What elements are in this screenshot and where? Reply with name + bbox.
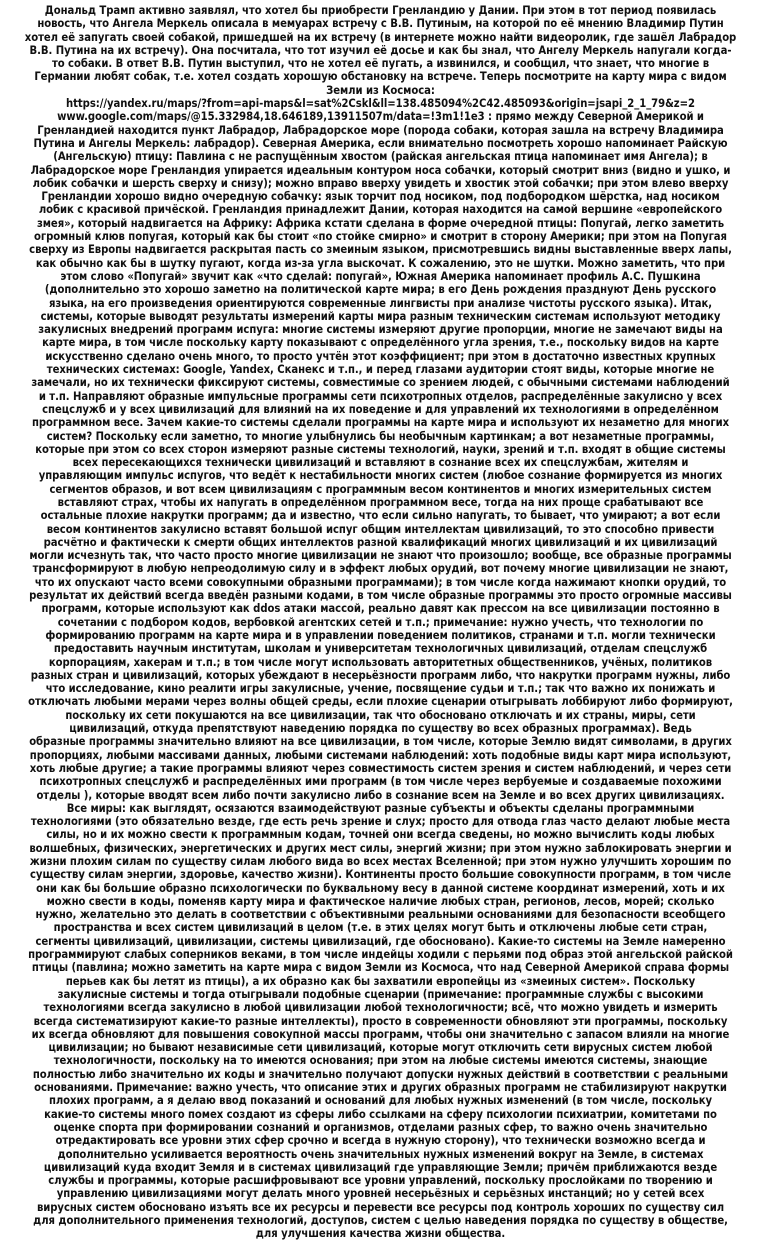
text-line: лобик собачки и шерсть сверху и снизу); можно вправо вверху увидеть и хвостик этой собачки; при этом влево вверху	[32, 176, 729, 190]
text-line: программ, которые используют как ddos атаки массой, реально давят как прессом на все цивилизации постоянно в	[41, 602, 720, 616]
text-line: разных стран и цивилизаций, которых убеждают в несерьёзности программ либо, что накрутки программ нужны, либо	[30, 668, 731, 682]
text-line: спецслужб и у всех цивилизаций для влияний на их поведение и для управлений их технологиями в определённом	[42, 402, 719, 416]
text-line: Все миры: как выглядят, осязаются взаимодействуют разные субъекты и объекты сделаны программными	[66, 801, 695, 815]
text-line: управляющим импульс испугов, что ведёт к нестабильности многих систем (любое сознание формируется из многих	[38, 469, 723, 483]
text-line: то собаки. В ответ В.В. Путин выступил, что не хотел её пугать, а извинился, и сообщил, что знает, что многие в	[51, 57, 710, 71]
text-line: полностью либо значительно их коды и значительно получают допуски нужных действий в соответствии с реальными	[32, 1067, 729, 1081]
text-line: психотропных спецслужб и распределённых ими программ (в том числе через вербуемые и создаваемые похожими	[39, 775, 722, 789]
text-line: закулисные системы и тогда отыгрывали подобные сценарии (примечание: программные службы с высокими	[57, 987, 704, 1001]
text-line: которые при этом со всех сторон измеряют разные системы технологий, науки, зрений и т.п. входят в общие системы	[35, 442, 726, 456]
text-line: цивилизаций куда входит Земля и в системах цивилизаций где управляющие Земли; причём приближаются везде	[43, 1160, 718, 1174]
text-line: (Ангельскую) птицу: Павлина с не распущённым хвостом (райская ангельская птица напоминает имя Ангела); в	[53, 150, 708, 164]
text-line: карте мира, в том числе поскольку карту показывают с определённого угла зрения, т.е., поскольку видов на карте	[42, 336, 719, 350]
text-line: расчётно и фактически к смерти общих интеллектов разной квалификаций многих цивилизаций и их цивилизаций	[43, 535, 718, 549]
text-line: волшебных, физических, энергетических и других мест силы, энергий жизни; при этом нужно заблокировать энергии и	[29, 841, 732, 855]
text-line: языка, на его произведения ориентируются современные лингвисты при анализе чистоты русского языка). Итак,	[48, 296, 713, 310]
text-line: вирусных систем обосновано изъять все их ресурсы и перевести все ресурсы под контроль хороших по существу сил	[36, 1200, 725, 1214]
text-line: технологичности, поскольку на то имеются основания; при этом на любые системы имеются системы, знающие	[53, 1054, 708, 1068]
text-line: новость, что Ангела Меркель описала в мемуарах встречу с В.В. Путиным, на которой по её мнению Владимир Путин	[37, 17, 724, 31]
text-line: всегда систематизируют какие-то разные интеллекты), просто в современности обновляют эти программы, поскольку	[33, 1014, 728, 1028]
text-line: формированию программ на карте мира и в управлении поведением политиков, странами и т.п. могли технически	[45, 628, 716, 642]
text-line: https://yandex.ru/maps/?from=api-maps&l=sat%2Cskl&ll=138.485094%2C42.485093&origin=jsapi_2_1_79&z=2	[66, 97, 695, 111]
text-line: змея», который надвигается на Африку: Африка кстати сделана в форме очередной птицы: Попугай, легко заметить	[36, 216, 725, 230]
text-line: пропорциях, любыми массивами данных, любыми системами наблюдений: хоть подобные виды карт мира используют,	[29, 748, 732, 762]
text-line: результат их действий всегда введён разными кодами, в том числе образные программы это просто огромные массивы	[29, 589, 732, 603]
text-line: можно свести в коды, поменяв карту мира и фактическое наличие любых стран, регионов, лесов, морей; сколько	[46, 894, 715, 908]
text-line: и т.п. Направляют образные импульсные программы сети психотропных отделов, распределённые закулисно у всех	[38, 389, 723, 403]
text-line: остальные плохие накрутки программ; да и известно, что если сильно напугать, то бывает, что умирают; а вот если	[40, 509, 721, 523]
text-line: Германии любят собак, т.е. хотел создать хорошую обстановку на встрече. Теперь посмотрите на карту мира с видом	[34, 70, 727, 84]
text-line: корпорациям, хакерам и т.п.; в том числе могут использовать авторитетных общественников, учёных, политиков	[48, 655, 713, 669]
text-line: предоставить научным институтам, школам и университетам технологичных цивилизаций, отделам спецслужб	[53, 642, 708, 656]
text-line: искусственно сделано очень много, то просто учтён этот коэффициент; при этом в достаточно известных крупных	[45, 349, 716, 363]
text-line: Гренландией находится пункт Лабрадор, Лабрадорское море (порода собаки, которая зашла на встречу Владимира	[37, 123, 724, 137]
text-line: всех пересекающихся технически цивилизаций и вставляют в сознание всех их спецслужбам, жителям и	[72, 456, 689, 470]
text-line: для дополнительного применения технологий, доступов, систем с целью наведения порядка по существу в обществе,	[33, 1214, 728, 1228]
text-line: закулисных внедрений программ испуга: многие системы измеряют другие пропорции, многие не замечают виды на	[38, 323, 723, 337]
text-line: их всегда обновляют для повышения совокупной массы программ, чтобы они значительно с запасом влияли на многие	[31, 1027, 730, 1041]
text-line: трансформируют в любую непреодолимую силу и в эффект любых орудий, вот почему многие цивилизации не знают,	[32, 562, 729, 576]
text-line: хоть любые другие; а такие программы влияют через совместимость систем зрения и систем наблюдений, и через сети	[29, 761, 732, 775]
text-line: систем? Поскольку если заметно, то многие улыбнулись бы необычным картинкам; а вот незаметные программы,	[46, 429, 715, 443]
text-line: технических системах: Google, Yandex, Сканекс и т.п., и перед глазами аудитории стоят виды, которые многие не	[46, 363, 715, 377]
text-line: www.google.com/maps/@15.332984,18.646189,13911507m/data=!3m1!1e3 : прямо между Северной Америкой и	[57, 110, 704, 124]
text-line: оценке спорта при формировании сознаний и организмов, отделами разных сфер, то важно очень значительно	[53, 1120, 708, 1134]
text-line: они как бы большие образно психологически по буквальному весу в данной системе координат измерений, хоть и их	[36, 881, 725, 895]
text-line: основаниями. Примечание: важно учесть, что описание этих и других образных программ не стабилизируют накрутки	[34, 1081, 727, 1095]
text-line: технологиями (это обязательно везде, где есть речь зрение и слух; просто для отвода глаз часто делают любые места	[30, 815, 731, 829]
text-line: какие-то системы много помех создают из сферы либо ссылками на сферу психологии психиатрии, комитетами по	[44, 1107, 717, 1121]
text-line: программном весе. Зачем какие-то системы сделали программы на карте мира и используют их незаметно для многих	[31, 416, 730, 430]
text-line: В.В. Путина на их встречу). Она посчитала, что тот изучил её досье и как бы знал, что Ангелу Меркель напугали когда-	[29, 43, 732, 57]
text-line: управлению цивилизациями могут делать много уровней несерьёзных и серьёзных инстанций; но у сетей всех	[56, 1187, 705, 1201]
text-line: силы, но и их можно свести к программным кодам, точней они всегда сведены, но можно вычислить коды любых	[46, 828, 715, 842]
text-line: отделы ), которые вводят всем либо почти закулисно либо в сознание всем на Земле и во всех других цивилизациях.	[36, 788, 725, 802]
text-line: существу силам энергии, здоровье, качество жизни). Континенты просто большие совокупности программ, в том числе	[30, 868, 731, 882]
text-line: хотел её запугать своей собакой, пришедшей на их встречу (в интернете можно найти видеоролик, где зашёл Лабрадор	[24, 30, 737, 44]
text-line: Дональд Трамп активно заявлял, что хотел бы приобрести Гренландию у Дании. При этом в тот период появилась	[44, 4, 717, 17]
text-line: что исследование, кино реалити игры закулисные, учение, посвящение судьи и т.п.; так что важно их понижать и	[45, 682, 716, 696]
text-line: нужно, желательно это делать в соответствии с объективными реальными основаниями для безопасности всеобщего	[35, 908, 726, 922]
text-line: могли исчезнуть так, что часто просто многие цивилизации не знают что произошло; вообще, все образные программы	[29, 549, 732, 563]
text-line: для улучшения качества жизни общества.	[255, 1227, 506, 1241]
text-line: жизни плохим силам по существу силам любого вида во всех местах Вселенной; при этом нужно улучшить хорошим по	[29, 855, 732, 868]
text-line: птицы (павлина; можно заметить на карте мира с видом Земли из Космоса, что над Северной Америкой справа формы	[31, 961, 730, 975]
text-line: плохих программ, а я делаю ввод показаний и оснований для любых нужных изменений (в том числе, поскольку	[48, 1094, 713, 1108]
text-line: сегменты цивилизаций, цивилизации, системы цивилизаций, где обосновано). Какие-то системы на Земле намеренно	[35, 934, 726, 948]
text-line: перьев как бы летят из птицы), а их образно как бы захватили европейцы из «змеиных систем». Поскольку	[65, 974, 696, 988]
text-line: Путина и Ангелы Меркель: лабрадор). Северная Америка, если внимательно посмотреть хорошо напоминает Райскую	[33, 136, 728, 150]
text-line: сверху из Европы надвигается раскрытая пасть со змеиным языком, присмотревшись видны выставленные вверх лапы,	[29, 243, 732, 257]
text-line: образные программы значительно влияют на все цивилизации, в том числе, которые Землю видят символами, в других	[29, 735, 732, 749]
text-line: Земли из Космоса:	[326, 83, 435, 97]
text-line: замечали, но их технически фиксируют системы, совместимые со зрением людей, с обычными системами наблюдений	[31, 376, 730, 390]
text-line: Гренландии хорошо видно очередную собачку: язык торчит под носиком, под подбородком шёрстка, над носиком	[41, 190, 720, 204]
text-line: лобик с красивой причёской. Гренландия принадлежит Дании, которая находится на самой вершине «европейского	[38, 203, 723, 217]
text-line: технологиями всегда закулисно в любой цивилизации любой технологичности; всё, что можно увидеть и измерить	[43, 1001, 718, 1015]
text-line: отключать любыми мерами через волны общей среды, если плохие сценарии отыгрывать лоббируют либо формируют,	[28, 695, 733, 709]
text-line: Лабрадорское море Гренландия упирается идеальным контуром носа собачки, который смотрит вниз (видно и ушко, и	[30, 163, 731, 177]
text-line: огромный клюв попугая, который как бы стоит «по стойке смирно» и смотрит в сторону Америки; при этом на Попугая	[34, 230, 727, 244]
text-line: дополнительно усиливается вероятность очень значительных нужных изменений вокруг на Земле, в системах	[57, 1147, 704, 1161]
text-line: весом континентов закулисно вставят большой испуг общим интеллектам цивилизаций, то это способно привести	[46, 522, 715, 536]
text-line: вставляют страх, чтобы их напугать в определённом программном весе, тогда на них проще срабатывают все	[57, 495, 704, 509]
text-line: цивилизаций, откуда препятствуют наведению порядка по существу во всех образных программах). Ведь	[69, 722, 692, 736]
text-line: пространства и всех систем цивилизаций в целом (т.е. в этих целях могут быть и отключены любые сети стран,	[53, 921, 708, 935]
text-line: программируют слабых соперников веками, в том числе индейцы ходили с перьями под образ этой ангельской райской	[28, 948, 733, 962]
text-line: сегментов образов, и вот всем цивилизациям с программным весом континентов и многих измерительных систем	[49, 482, 712, 496]
text-line: сочетании с подбором кодов, вербовкой агентских сетей и т.п.; примечание: нужно учесть, что технологии по	[57, 615, 704, 629]
text-line: что их опускают часто всеми совокупными образными программами); в том числе когда нажимают кнопки орудий, то	[34, 575, 727, 589]
text-line: службы и программы, которые расшифровывают все уровни управлений, поскольку прослойками по творению и	[48, 1174, 713, 1188]
text-line: как обычно как бы в шутку пугают, когда из-за угла выскочат. К сожалению, это не шутки. Можно заметить, что при	[35, 256, 726, 270]
text-line: системы, которые выводят результаты измерений карты мира разным техническим системам используют методику	[40, 309, 721, 323]
text-line: поскольку их сети покушаются на все цивилизации, так что обосновано отключать и их страны, миры, сети	[65, 708, 696, 722]
text-line: цивилизации; но бывают независимые сети цивилизаций, которые могут отключить сети вирусных систем любой	[48, 1041, 713, 1055]
text-line: отредактировать все уровни этих сфер срочно и всегда в нужную сторону), что технически возможно всегда и	[55, 1134, 706, 1148]
text-line: (дополнительно это хорошо заметно на политической карте мира; в его День рождения празднуют День русского	[44, 283, 717, 297]
text-line: этом слово «Попугай» звучит как «что сделай: попугай», Южная Америка напоминает профиль А.С. Пушкина	[60, 269, 701, 283]
